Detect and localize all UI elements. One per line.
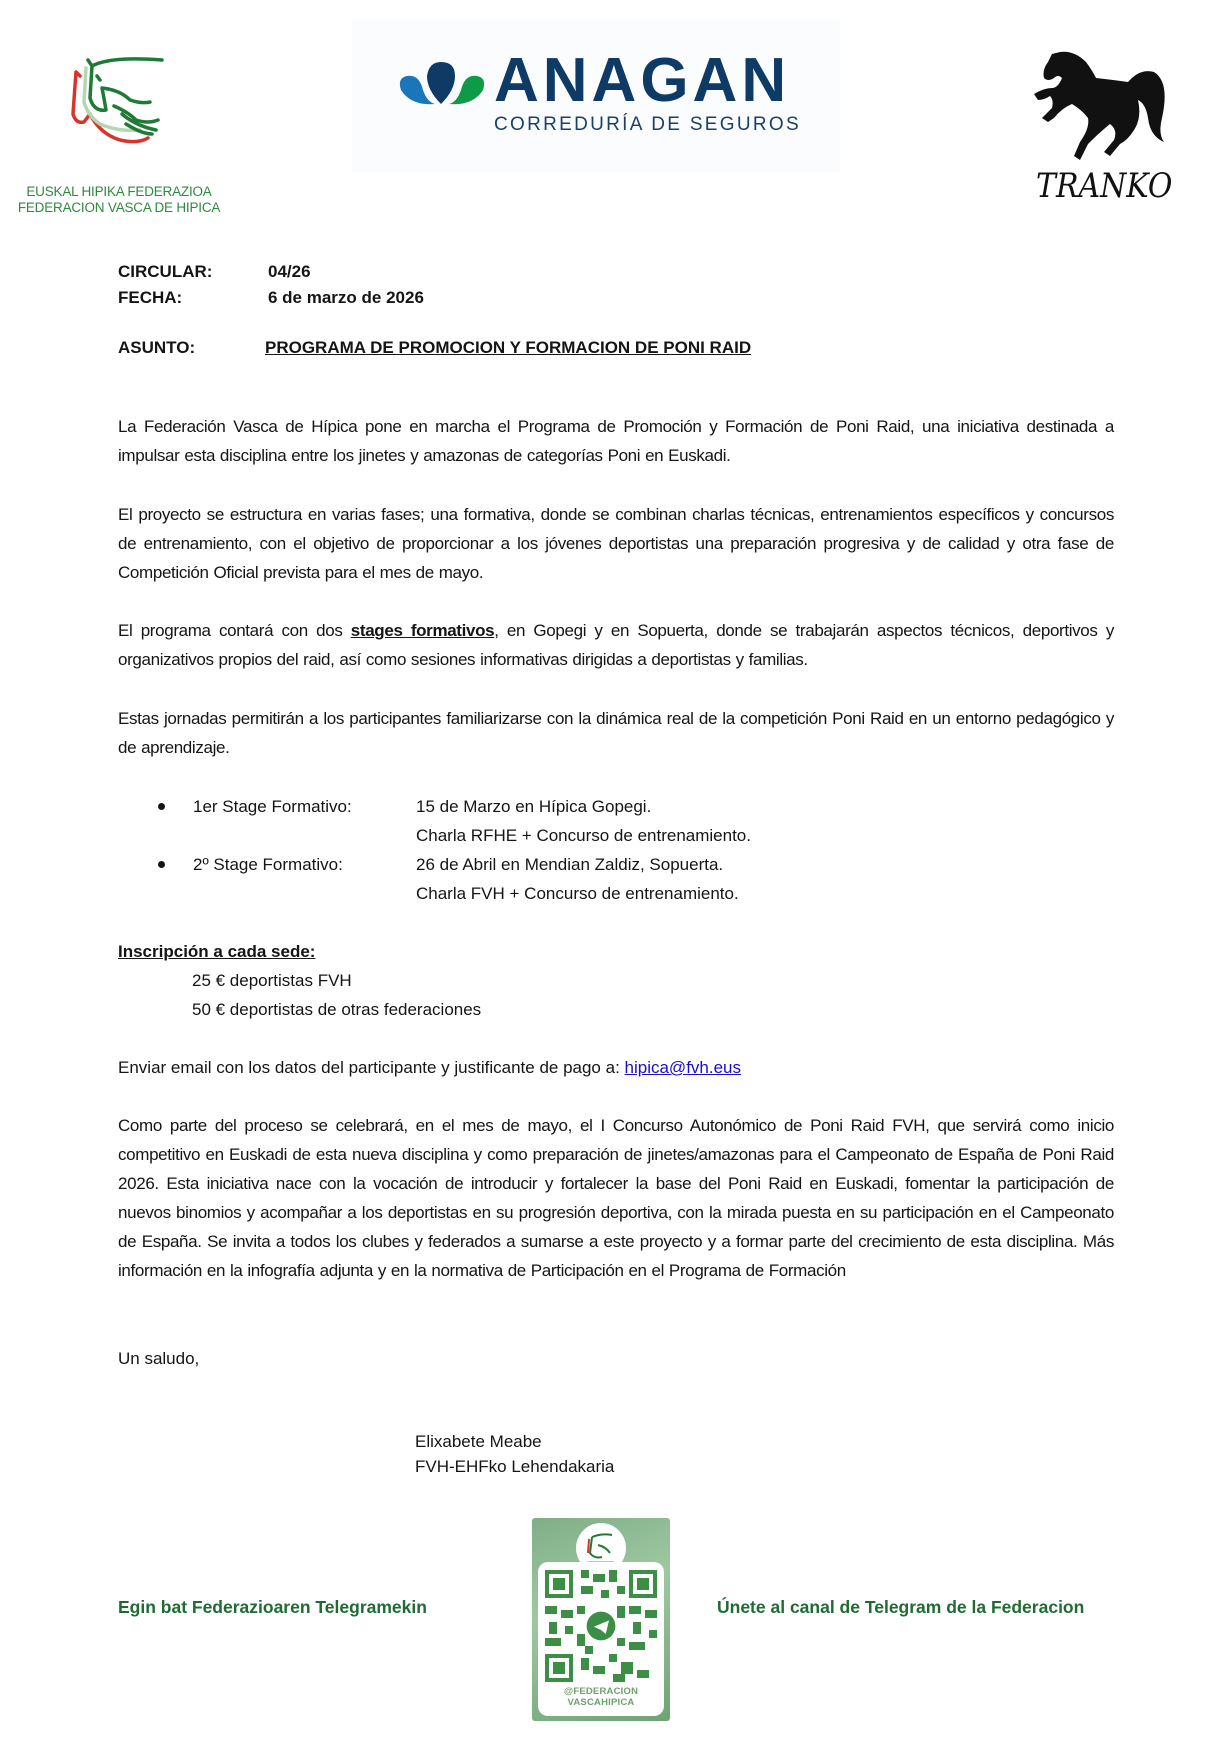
tranko-wordmark: TRANKO (1036, 166, 1173, 206)
fecha-row (118, 288, 424, 308)
telegram-invite-spanish: Únete al canal de Telegram de la Federacion (717, 1597, 1085, 1617)
stage-activities: Charla FVH + Concurso de entrenamiento. (416, 884, 739, 903)
rearing-horse-icon (1030, 48, 1170, 166)
fvh-name-spanish: FEDERACION VASCA DE HIPICA (17, 200, 221, 215)
closing-greeting: Un saludo, (118, 1349, 200, 1368)
stages-text-after: , en Gopegi y en Sopuerta, donde se trabajarán aspectos técnicos, deportivos y organizativos propios del raid, así como sesiones informativas dirigidas a deportistas y familias. (118, 621, 1114, 669)
asunto-label: ASUNTO: (118, 338, 196, 357)
asunto-row (118, 338, 751, 358)
paragraph-phases: El proyecto se estructura en varias fases; una formativa, donde se combinan charlas técnicas, entrenamientos específicos y concursos de entrenamiento, con el objetivo de proporcionar a los jóvenes deportistas una preparación progresiva y de calidad y otra fase de Competición Oficial prevista para el mes de mayo. (118, 505, 1114, 582)
bullet-icon (158, 803, 165, 810)
telegram-invite-basque: Egin bat Federazioaren Telegramekin (118, 1597, 427, 1617)
telegram-qr-card[interactable] (532, 1518, 670, 1721)
stage-date-venue: 26 de Abril en Mendian Zaldiz, Sopuerta. (416, 855, 724, 874)
fee-other-federations: 50 € deportistas de otras federaciones (192, 1000, 482, 1019)
paragraph-concurso: Como parte del proceso se celebrará, en el mes de mayo, el I Concurso Autonómico de Poni Raid FVH, que servirá como inicio competitivo en Euskadi de esta nueva disciplina y como preparación de jinetes/amazonas para el Campeonato de España de Poni Raid 2026. Esta iniciativa nace con la vocación de introducir y fortalecer la base del Poni Raid en Euskadi, fomentar la participación de nuevos binomios y acompañar a los deportistas en su progresión deportiva, con la mirada puesta en su participación en el Campeonato de España. Se invita a todos los clubes y federados a sumarse a este proyecto y a formar parte del crecimiento de esta disciplina. Más información en la infografía adjunta y en la normativa de Participación en el Programa de Formación (118, 1116, 1114, 1280)
bullet-icon (158, 861, 165, 868)
fvh-name-basque: EUSKAL HIPIKA FEDERAZIOA (26, 184, 212, 199)
telegram-handle (538, 1686, 664, 1708)
circular-row (118, 262, 311, 282)
fecha-value: 6 de marzo de 2026 (268, 288, 424, 307)
inscripcion-heading: Inscripción a cada sede: (118, 942, 316, 961)
circular-label: CIRCULAR: (118, 262, 213, 281)
anagan-subtitle: CORREDURÍA DE SEGUROS (494, 114, 801, 135)
telegram-qr-code-icon (545, 1570, 657, 1682)
fvh-logo (14, 48, 224, 218)
stages-text-before: El programa contará con dos (118, 621, 351, 640)
telegram-handle-line1: @FEDERACION (563, 1686, 639, 1697)
signature-name: Elixabete Meabe (415, 1432, 542, 1451)
horse-heads-logo-icon (70, 54, 170, 154)
stage-label: 2º Stage Formativo: (193, 855, 343, 874)
paragraph-stages (118, 616, 1114, 674)
stage-activities: Charla RFHE + Concurso de entrenamiento. (416, 826, 751, 845)
telegram-handle-line2: VASCAHIPICA (567, 1697, 635, 1708)
qr-panel (538, 1562, 664, 1716)
email-instruction (118, 1053, 741, 1082)
fecha-label: FECHA: (118, 288, 183, 307)
circular-number: 04/26 (268, 262, 311, 281)
anagan-wordmark: ANAGAN (494, 46, 791, 115)
water-drops-logo-icon (397, 60, 487, 108)
stage-label: 1er Stage Formativo: (193, 797, 352, 816)
email-instruction-text: Enviar email con los datos del participante y justificante de pago a: (118, 1058, 625, 1077)
paragraph-jornadas: Estas jornadas permitirán a los participantes familiarizarse con la dinámica real de la competición Poni Raid en un entorno pedagógico y de aprendizaje. (118, 709, 1114, 757)
stages-formativos-emphasis: stages formativos (350, 621, 495, 640)
email-link[interactable]: hipica@fvh.eus (624, 1058, 742, 1077)
fee-fvh: 25 € deportistas FVH (192, 971, 352, 990)
stage-date-venue: 15 de Marzo en Hípica Gopegi. (416, 797, 652, 816)
signature-title: FVH-EHFko Lehendakaria (415, 1457, 615, 1476)
asunto-subject: PROGRAMA DE PROMOCION Y FORMACION DE PONI RAID (265, 338, 752, 357)
paragraph-intro: La Federación Vasca de Hípica pone en marcha el Programa de Promoción y Formación de Poni Raid, una iniciativa destinada a impulsar esta disciplina entre los jinetes y amazonas de categorías Poni en Euskadi. (118, 417, 1114, 465)
tranko-club-logo (1030, 48, 1180, 213)
anagan-sponsor-logo (352, 18, 840, 172)
